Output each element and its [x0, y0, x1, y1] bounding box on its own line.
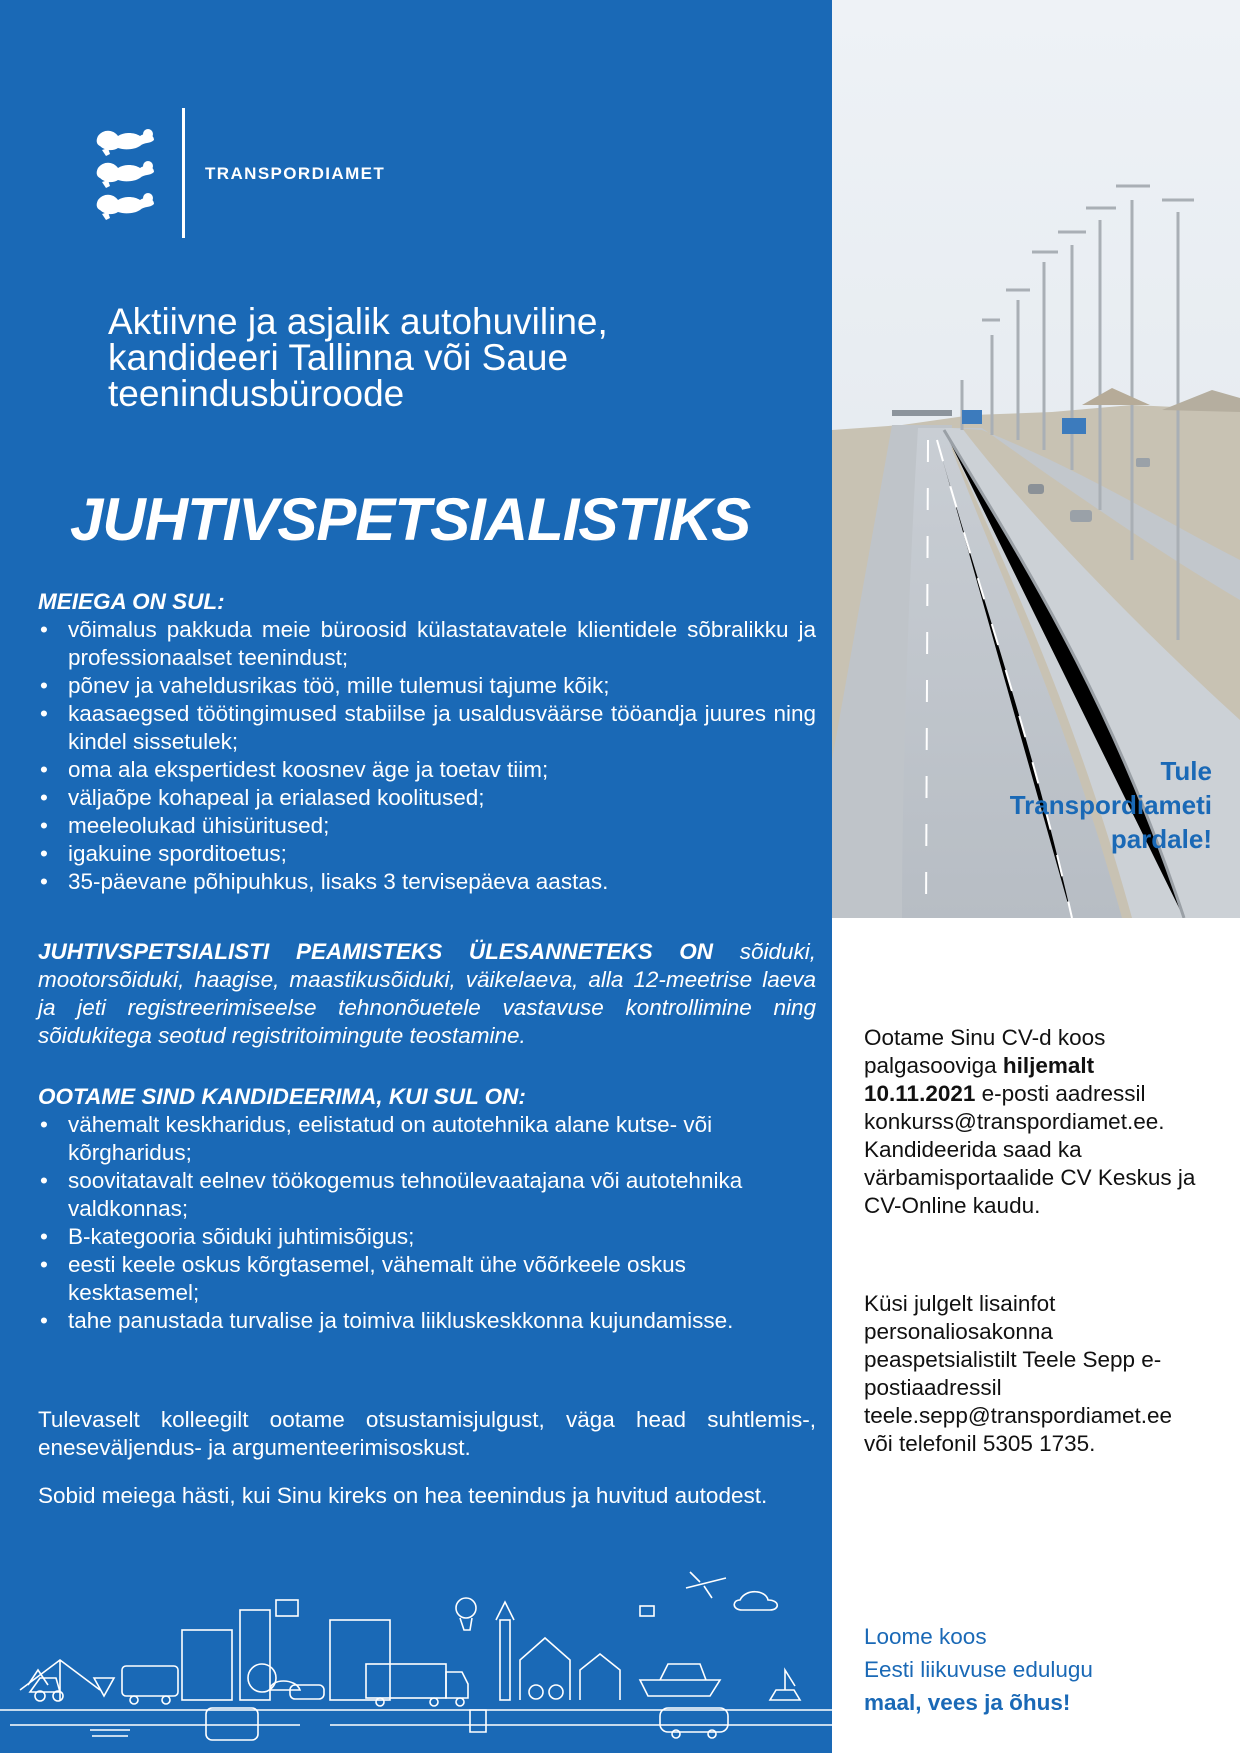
list-item: • igakuine sporditoetus;	[38, 840, 816, 868]
deadline: hiljemalt 10.11.2021	[864, 1053, 1095, 1106]
closing-paragraph-2: Sobid meiega hästi, kui Sinu kireks on hea teenindus ja huvitud autodest.	[38, 1483, 768, 1508]
closing-paragraph-1: Tulevaselt kolleegilt ootame otsustamisjulgust, väga head suhtlemis-, eneseväljendus- ja argumenteerimisoskust.	[38, 1407, 816, 1460]
requirements-heading: OOTAME SIND KANDIDEERIMA, KUI SUL ON:	[38, 1084, 526, 1109]
list-item: • põnev ja vaheldusrikas töö, mille tulemusi tajume kõik;	[38, 672, 816, 700]
list-item: • eesti keele oskus kõrgtasemel, vähemalt ühe võõrkeele oskus kesktasemel;	[38, 1251, 816, 1307]
list-item: • väljaõpe kohapeal ja erialased koolitused;	[38, 784, 816, 812]
list-item: • tahe panustada turvalise ja toimiva liikluskeskkonna kujundamisse.	[38, 1307, 816, 1335]
requirements-list	[38, 1111, 816, 1335]
right-panel	[832, 0, 1240, 1753]
apply-text: e-posti aadressil konkurss@transpordiamet.ee. Kandideerida saad ka värbamisportaalide CV Keskus ja CV-Online kaudu.	[864, 1081, 1196, 1218]
list-item: • oma ala ekspertidest koosnev äge ja toetav tiim;	[38, 756, 816, 784]
offer-list	[38, 616, 816, 896]
slogan	[864, 1620, 1204, 1719]
tasks-text: sõiduki, mootorsõiduki, haagise, maastikusõiduki, väikelaeva, alla 12-meetrise laeva ja jeti registreerimiseelse tehnonõuetele vastavuse kontrollimine ning sõidukitega seotud registritoimingute teostamine.	[38, 939, 816, 1048]
slogan-line: Eesti liikuvuse edulugu	[864, 1657, 1093, 1682]
tagline-line: pardale!	[1110, 824, 1212, 854]
list-item: • meeleolukad ühisüritused;	[38, 812, 816, 840]
list-item: • kaasaegsed töötingimused stabiilse ja usaldusväärse tööandja juures ning kindel sissetulek;	[38, 700, 816, 756]
list-item: • soovitatavalt eelnev töökogemus tehnoülevaatajana või autotehnika valdkonnas;	[38, 1167, 816, 1223]
apply-text: Ootame Sinu CV-d koos palgasooviga	[864, 1025, 1106, 1078]
logo-wordmark: TRANSPORDIAMET	[205, 164, 386, 183]
slogan-line: Loome koos	[864, 1624, 987, 1649]
offer-heading: MEIEGA ON SUL:	[38, 589, 225, 614]
job-title: JUHTIVSPETSIALISTIKS	[70, 486, 751, 553]
coat-of-arms-icon	[94, 126, 158, 224]
list-item: • vähemalt keskharidus, eelistatud on autotehnika alane kutse- või kõrgharidus;	[38, 1111, 816, 1167]
tasks-section	[38, 938, 816, 1050]
logo-divider	[182, 108, 185, 238]
tagline-line: Transpordiameti	[1009, 790, 1212, 820]
slogan-line: maal, vees ja õhus!	[864, 1690, 1071, 1715]
list-item: • B-kategooria sõiduki juhtimisõigus;	[38, 1223, 816, 1251]
apply-info	[864, 1024, 1204, 1220]
contact-info: Küsi julgelt lisainfot personaliosakonna peaspetsialistilt Teele Sepp e-postiaadressil teele.sepp@transpordiamet.ee või telefonil 5305 1735.	[864, 1291, 1173, 1456]
tagline	[1010, 754, 1212, 856]
tagline-line: Tule	[1160, 756, 1212, 786]
transport-skyline-illustration	[0, 1560, 832, 1753]
tasks-heading: JUHTIVSPETSIALISTI PEAMISTEKS ÜLESANNETEKS ON	[38, 939, 714, 964]
list-item: • 35-päevane põhipuhkus, lisaks 3 tervisepäeva aastas.	[38, 868, 816, 896]
offer-section	[38, 588, 816, 896]
list-item: • võimalus pakkuda meie büroosid külastatavatele klientidele sõbralikku ja professionaalset teenindust;	[38, 616, 816, 672]
requirements-section	[38, 1083, 816, 1335]
headline: Aktiivne ja asjalik autohuviline, kandideeri Tallinna või Saue teenindusbüroode	[108, 301, 608, 414]
